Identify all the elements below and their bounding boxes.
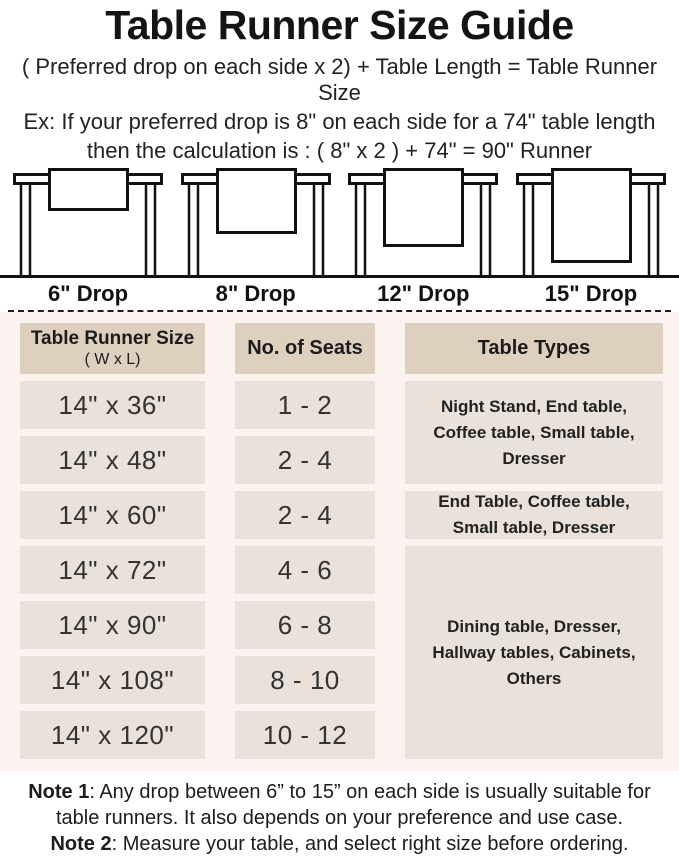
- table-runner-diagram-8in: [181, 168, 331, 275]
- size-cell-row3: 14" x 60": [20, 491, 205, 539]
- size-cell-row2: 14" x 48": [20, 436, 205, 484]
- note-1-text: : Any drop between 6” to 15” on each side is usually suitable for table runners. It also depends on your preference and use case.: [55, 781, 651, 829]
- size-cell-row7: 14" x 120": [20, 711, 205, 759]
- drop-label-6: 6" Drop: [47, 281, 129, 306]
- size-cell-row4: 14" x 72": [20, 546, 205, 594]
- drop-label-15: 15" Drop: [544, 281, 638, 306]
- size-table-panel: [0, 312, 679, 771]
- table-runner-diagram-6in: [13, 168, 163, 275]
- types-cell-group2: End Table, Coffee table, Small table, Dresser: [405, 491, 663, 539]
- size-cell-row6: 14" x 108": [20, 656, 205, 704]
- note-1: [9, 779, 671, 831]
- table-runner-diagram-15in: [516, 168, 666, 275]
- size-cell-row1: 14" x 36": [20, 381, 205, 429]
- column-header-size-sub: ( W x L): [84, 351, 141, 368]
- size-table: [0, 323, 679, 759]
- seats-cell-row6: 8 - 10: [235, 656, 375, 704]
- types-cell-group1: Night Stand, End table, Coffee table, Small table, Dresser: [405, 381, 663, 484]
- size-cell-row5: 14" x 90": [20, 601, 205, 649]
- table-runner-diagram-12in: [348, 168, 498, 275]
- types-cell-group3: Dining table, Dresser, Hallway tables, Cabinets, Others: [405, 546, 663, 759]
- seats-cell-row4: 4 - 6: [235, 546, 375, 594]
- note-2-text: : Measure your table, and select right size before ordering.: [111, 833, 629, 855]
- drop-label-12: 12" Drop: [377, 281, 470, 306]
- seats-cell-row7: 10 - 12: [235, 711, 375, 759]
- drop-diagrams-row: [0, 168, 679, 275]
- column-header-seats: No. of Seats: [235, 323, 375, 374]
- drop-label-8: 8" Drop: [215, 281, 296, 306]
- note-2: [9, 831, 671, 857]
- example-line-1: Ex: If your preferred drop is 8" on each side for a 74" table length: [23, 109, 656, 134]
- seats-cell-row5: 6 - 8: [235, 601, 375, 649]
- column-header-types: Table Types: [405, 323, 663, 374]
- column-header-size-title: Table Runner Size: [30, 328, 195, 349]
- formula-text: ( Preferred drop on each side x 2) + Table Length = Table Runner Size: [21, 54, 658, 105]
- notes-section: [0, 779, 679, 857]
- drop-labels-row: [0, 278, 679, 310]
- example-line-2: then the calculation is : ( 8" x 2 ) + 74" = 90" Runner: [86, 138, 593, 163]
- note-1-label: Note 1: [28, 781, 90, 803]
- column-header-size: [20, 323, 205, 374]
- seats-cell-row3: 2 - 4: [235, 491, 375, 539]
- size-guide-page: [0, 2, 679, 855]
- page-title: Table Runner Size Guide: [105, 2, 574, 48]
- seats-cell-row1: 1 - 2: [235, 381, 375, 429]
- seats-cell-row2: 2 - 4: [235, 436, 375, 484]
- note-2-label: Note 2: [50, 833, 112, 855]
